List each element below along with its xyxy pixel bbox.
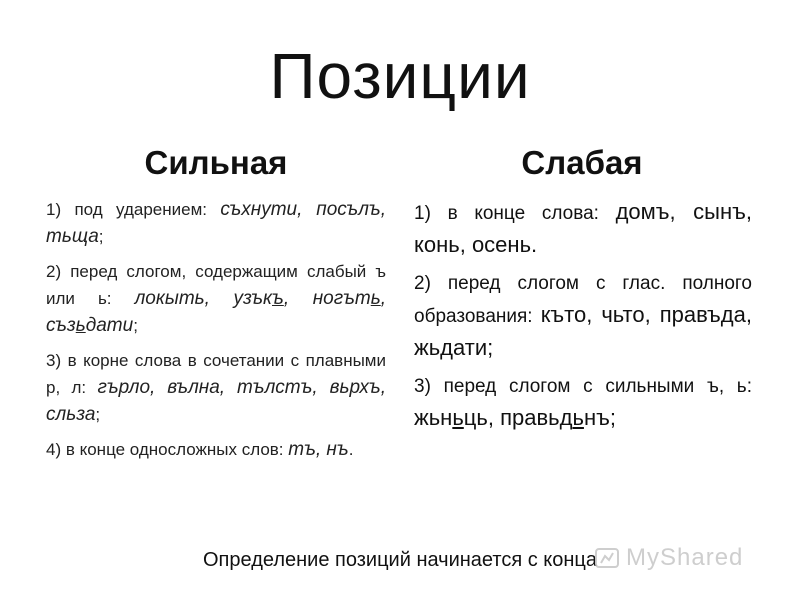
item-label: 2) перед слогом, содержащим слабый ъ или ь: bbox=[46, 262, 386, 308]
example-word: дати bbox=[85, 315, 134, 336]
example-word: правьд bbox=[500, 405, 573, 430]
weak-item-3 bbox=[414, 371, 752, 435]
underlined-letter: ъ bbox=[272, 288, 284, 309]
weak-item-1 bbox=[414, 196, 752, 262]
example-word: съз bbox=[46, 315, 76, 336]
example-word: нъ bbox=[583, 405, 610, 430]
weak-heading: Слабая bbox=[521, 144, 643, 181]
watermark-text: MyShared bbox=[626, 544, 744, 571]
strong-heading: Сильная bbox=[144, 144, 288, 181]
underlined-letter: ь bbox=[370, 288, 381, 309]
item-label: 1) под ударением: bbox=[46, 200, 221, 219]
item-label: 2) перед слогом с глас. полного образования: bbox=[414, 273, 752, 327]
item-end: ; bbox=[609, 405, 616, 430]
underlined-letter: ь bbox=[452, 405, 464, 430]
separator: , bbox=[487, 405, 501, 430]
separator: , bbox=[380, 288, 386, 309]
item-end: . bbox=[531, 232, 538, 257]
item-label: 3) перед слогом с сильными ъ, ь: bbox=[414, 376, 752, 397]
strong-item-3 bbox=[46, 347, 386, 428]
example-word: узък bbox=[233, 288, 272, 309]
watermark-logo bbox=[594, 540, 774, 576]
item-label: 1) в конце слова: bbox=[414, 203, 616, 224]
example-word: ць bbox=[463, 405, 488, 430]
strong-item-4 bbox=[46, 436, 386, 463]
item-examples: тъ, нъ bbox=[288, 439, 349, 460]
example-word: ногът bbox=[312, 288, 371, 309]
watermark-icon bbox=[594, 545, 620, 571]
example-word: жьн bbox=[414, 405, 453, 430]
footer-note: Определение позиций начинается с конца bbox=[203, 549, 597, 571]
weak-item-2 bbox=[414, 268, 752, 365]
item-examples: къто, чьто, правъда, жьдати bbox=[414, 302, 752, 360]
strong-column bbox=[46, 196, 386, 471]
item-end: ; bbox=[98, 227, 104, 246]
underlined-letter: ь bbox=[75, 315, 86, 336]
item-label: 4) в конце односложных слов: bbox=[46, 440, 289, 459]
item-end: ; bbox=[133, 316, 138, 335]
separator: , bbox=[204, 288, 234, 309]
item-end: . bbox=[348, 440, 354, 459]
item-end: ; bbox=[487, 335, 494, 360]
strong-item-1 bbox=[46, 196, 386, 250]
item-examples: гърло, вълна, тълстъ, вьрхъ, сльза bbox=[46, 377, 386, 425]
item-examples: съхнути, посълъ, тьща bbox=[46, 199, 386, 247]
strong-item-2 bbox=[46, 258, 386, 339]
item-label: 3) в корне слова в сочетании с плавными р, л: bbox=[46, 351, 386, 397]
item-examples: домъ, сынъ, конь, осень bbox=[414, 199, 752, 257]
underlined-letter: ь bbox=[572, 405, 584, 430]
slide-title: Позиции bbox=[269, 40, 531, 112]
example-word: локыть bbox=[134, 288, 205, 309]
weak-column bbox=[414, 196, 752, 441]
separator: , bbox=[283, 288, 313, 309]
item-end: ; bbox=[95, 405, 101, 424]
